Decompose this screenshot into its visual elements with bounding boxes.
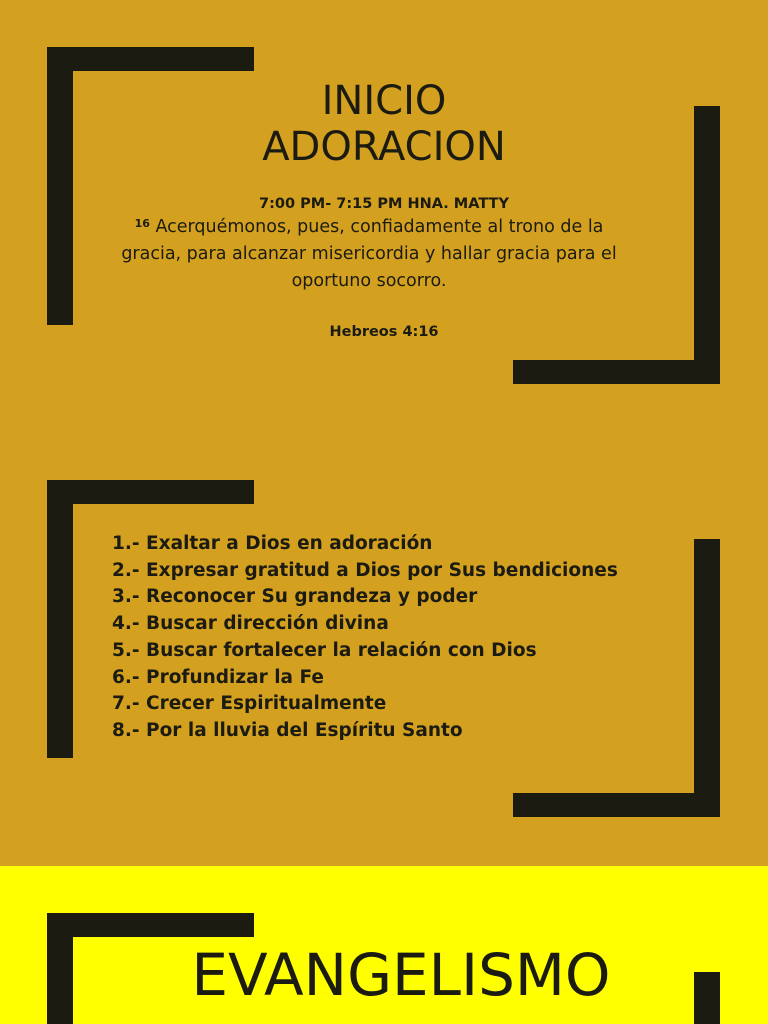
frame-bottom-right-vertical — [694, 539, 720, 817]
slide-inicio-adoracion — [0, 0, 768, 433]
list-item: 5.- Buscar fortalecer la relación con Dios — [112, 639, 537, 661]
slide-evangelismo — [0, 866, 768, 1024]
bible-verse — [104, 214, 634, 295]
slide-objectives — [0, 433, 768, 866]
list-item: 3.- Reconocer Su grandeza y poder — [112, 586, 478, 608]
frame-top-left-horizontal — [47, 480, 254, 504]
frame-top-left-vertical — [47, 480, 73, 758]
list-item: 2.- Expresar gratitud a Dios por Sus bendiciones — [112, 559, 618, 581]
list-item: 6.- Profundizar la Fe — [112, 666, 324, 688]
slide-title — [0, 78, 768, 170]
time-and-leader: 7:00 PM- 7:15 PM HNA. MATTY — [259, 196, 509, 212]
objectives-list — [112, 531, 672, 745]
title-line-1: INICIO — [321, 78, 447, 124]
verse-number: 16 — [134, 217, 150, 230]
list-item: 1.- Exaltar a Dios en adoración — [112, 533, 433, 554]
frame-top-left-horizontal — [47, 47, 254, 71]
frame-bottom-right-horizontal — [513, 793, 720, 817]
frame-bottom-right-horizontal — [513, 360, 720, 384]
frame-top-left-horizontal — [47, 913, 254, 937]
list-item: 8.- Por la lluvia del Espíritu Santo — [112, 719, 463, 741]
verse-reference: Hebreos 4:16 — [329, 324, 439, 340]
slide-title: EVANGELISMO — [191, 941, 611, 1009]
list-item: 4.- Buscar dirección divina — [112, 613, 389, 635]
verse-text: Acerquémonos, pues, confiadamente al trono de la gracia, para alcanzar misericordia y hallar gracia para el oportuno socorro. — [121, 217, 617, 291]
title-line-2: ADORACION — [262, 124, 506, 170]
list-item: 7.- Crecer Espiritualmente — [112, 693, 387, 715]
